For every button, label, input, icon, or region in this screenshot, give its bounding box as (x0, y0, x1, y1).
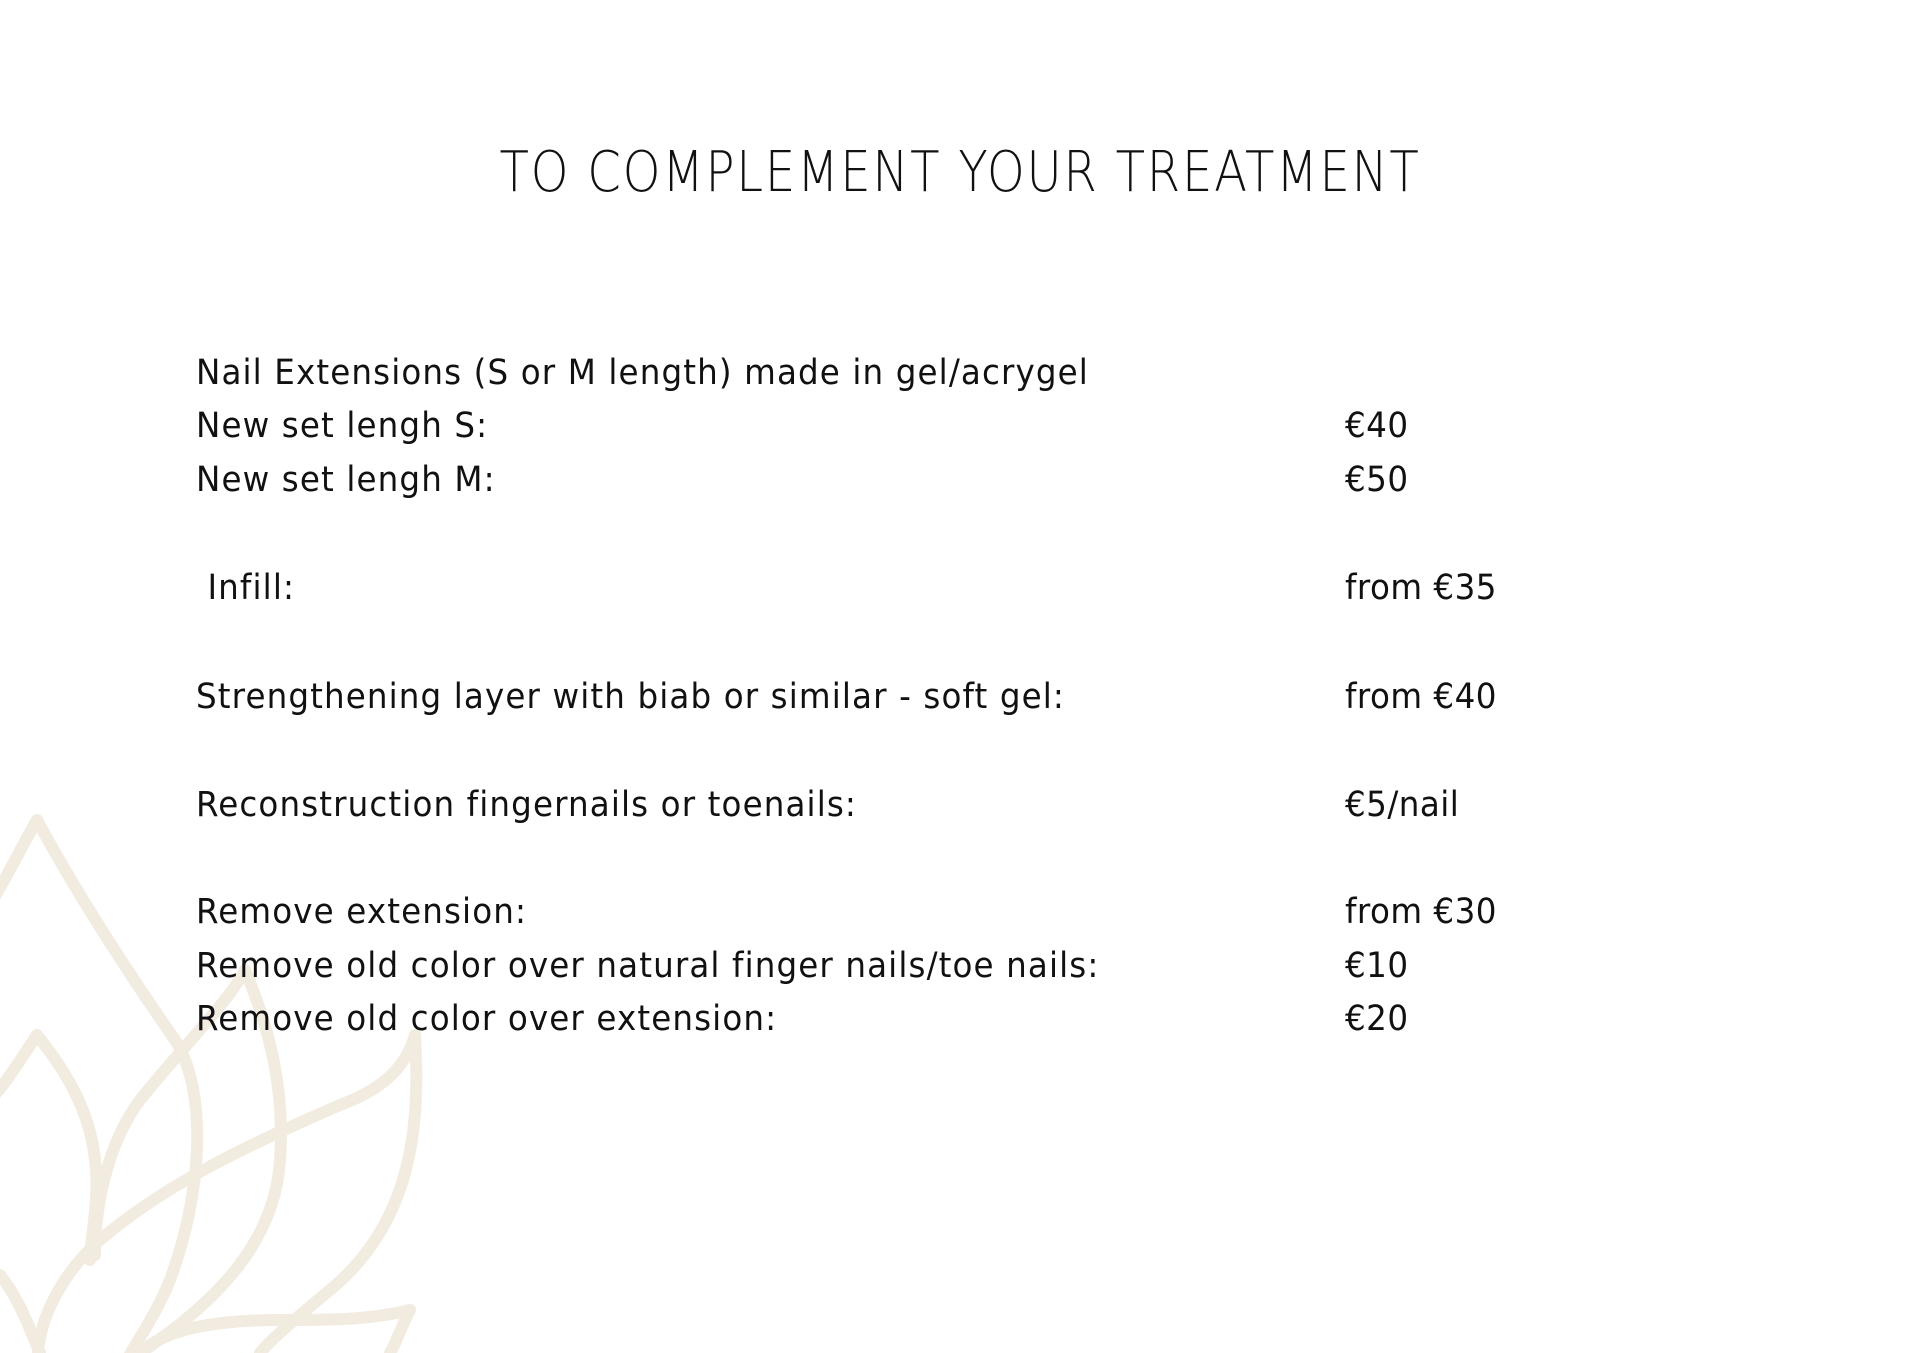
price-row (196, 566, 1596, 610)
service-price: €40 (1345, 406, 1409, 446)
service-price: from €40 (1345, 677, 1497, 717)
page-title: TO COMPLEMENT YOUR TREATMENT (499, 140, 1421, 205)
service-price: €20 (1345, 999, 1409, 1039)
price-row (196, 944, 1596, 988)
price-row (196, 997, 1596, 1041)
price-row (196, 351, 1596, 395)
service-label: Nail Extensions (S or M length) made in gel/acrygel (196, 353, 1089, 393)
service-label: Reconstruction fingernails or toenails: (196, 785, 858, 825)
service-price: from €30 (1345, 892, 1497, 932)
service-label: Strengthening layer with biab or similar - soft gel: (196, 677, 1066, 717)
service-label: Remove extension: (196, 892, 528, 932)
service-price: from €35 (1345, 568, 1497, 608)
service-price: €5/nail (1345, 785, 1460, 825)
service-label: New set lengh S: (196, 406, 489, 446)
price-row (196, 890, 1596, 934)
price-row (196, 458, 1596, 502)
service-label: New set lengh M: (196, 460, 496, 500)
price-row (196, 783, 1596, 827)
price-row (196, 675, 1596, 719)
service-price: €10 (1345, 946, 1409, 986)
price-row (196, 404, 1596, 448)
service-label: Infill: (196, 568, 296, 608)
service-price: €50 (1345, 460, 1409, 500)
service-label: Remove old color over extension: (196, 999, 778, 1039)
service-label: Remove old color over natural finger nails/toe nails: (196, 946, 1100, 986)
